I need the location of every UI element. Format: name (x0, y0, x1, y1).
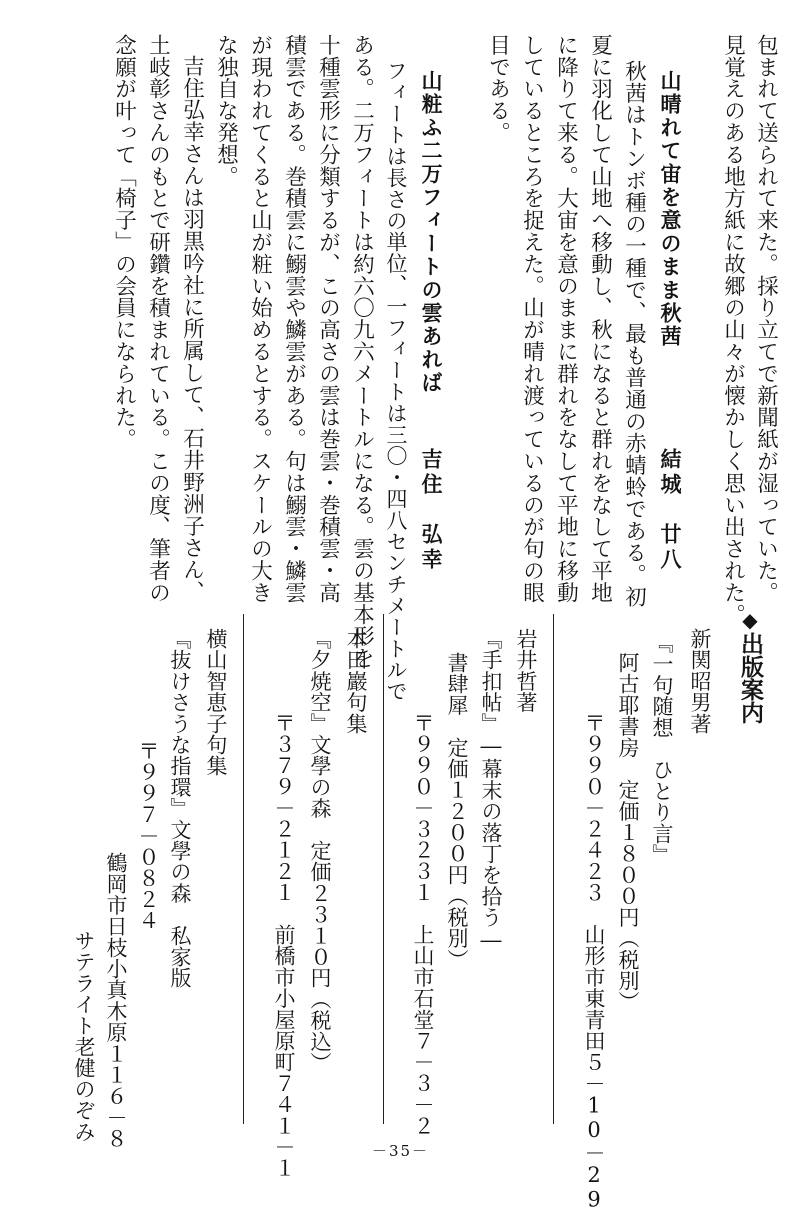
essay-column: が現われてくると山が粧い始めるとする。スケールの大き (247, 34, 273, 604)
pub-4-address-facility: サテライト老健のぞみ (72, 930, 96, 1142)
haiku-2-author: 吉住 弘幸 (419, 448, 443, 573)
separator-line (383, 614, 384, 1124)
essay-column: 積雲である。巻積雲に鰯雲や鱗雲がある。句は鰯雲・鱗雲 (281, 34, 307, 604)
essay-column: 土岐彰さんのもとで研鑽を積まれている。この度、筆者の (145, 34, 171, 604)
pub-1-publisher-price: 阿古耶書房 定価１８００円（税別） (616, 652, 640, 1013)
haiku-1: 山晴れて宙を意のまま秋茜 (658, 70, 682, 349)
haiku-1-author: 結城 廿八 (658, 448, 682, 573)
essay-column: 目である。 (485, 34, 511, 144)
publications-heading (738, 608, 761, 724)
essay-column: 吉住弘幸さんは羽黒吟社に所属して、石井野洲子さん、 (179, 55, 205, 603)
essay-column: ある。二万フィートは約六〇九六メートルになる。雲の基本形を (349, 34, 375, 670)
pub-2-author: 岩井哲著 (514, 628, 538, 713)
essay-column: に降りて来る。大宙を意のままに群れをなして平地に移動 (553, 34, 579, 604)
separator-line (553, 614, 554, 1124)
pub-4-postal-code: 〒９９７－０８２４ (136, 740, 160, 931)
essay-column: 秋茜はトンボ種の一種で、最も普通の赤蜻蛉である。初 (621, 60, 647, 608)
essay-column: しているところを捉えた。山が晴れ渡っているのが句の眼 (519, 34, 545, 604)
essay-column: 夏に羽化して山地へ移動し、秋になると群れをなして平地 (587, 34, 613, 604)
pub-1-address: 〒９９０－２４２３ 山形市東青田５－10－29 (582, 712, 606, 1212)
diamond-marker: ◆ (738, 608, 762, 632)
separator-line (243, 614, 244, 1124)
pub-4-address: 鶴岡市日枝小真木原１１６－８ (104, 852, 128, 1149)
publications-heading-text: 出版案内 (737, 632, 763, 724)
pub-2-publisher-price: 書肆犀 定価１２００円（税別） (445, 652, 469, 970)
page-number: －35－ (371, 1142, 430, 1160)
essay-column: 念願が叶って「椅子」の会員になられた。 (111, 34, 137, 451)
essay-column: フィートは長さの単位、一フィートは三〇・四八センチメートルで (384, 60, 408, 702)
essay-column: 見覚えのある地方紙に故郷の山々が懐かしく思い出された。 (720, 34, 746, 626)
pub-1-author: 新関昭男著 (688, 628, 712, 734)
essay-column: 包まれて送られて来た。採り立てで新聞紙が湿っていた。 (753, 34, 779, 604)
pub-2-title: 『手扣帖』―幕末の落丁を拾う― (479, 628, 503, 952)
pub-3-title: 『夕焼空』文學の森 定価２３１０円（税込） (308, 628, 332, 1074)
pub-1-title: 『一句随想 ひとり言』 (650, 632, 674, 866)
pub-4-author: 横山智恵子句集 (204, 628, 228, 777)
haiku-2: 山粧ふ二万フィートの雲あれば (419, 70, 443, 395)
pub-3-address: 〒３７９－２１２１ 前橋市小屋原町７４１－１ (272, 712, 296, 1179)
pub-3-author: 本田巖句集 (344, 628, 368, 734)
pub-2-address: 〒９９０－３２３１ 上山市石堂７－３－２ (411, 712, 435, 1136)
essay-column: 十種雲形に分類するが、この高さの雲は巻雲・巻積雲・高 (315, 34, 341, 604)
essay-column: な独自な発想。 (213, 34, 239, 188)
pub-4-title: 『抜けさうな指環』文學の森 私家版 (168, 628, 192, 989)
